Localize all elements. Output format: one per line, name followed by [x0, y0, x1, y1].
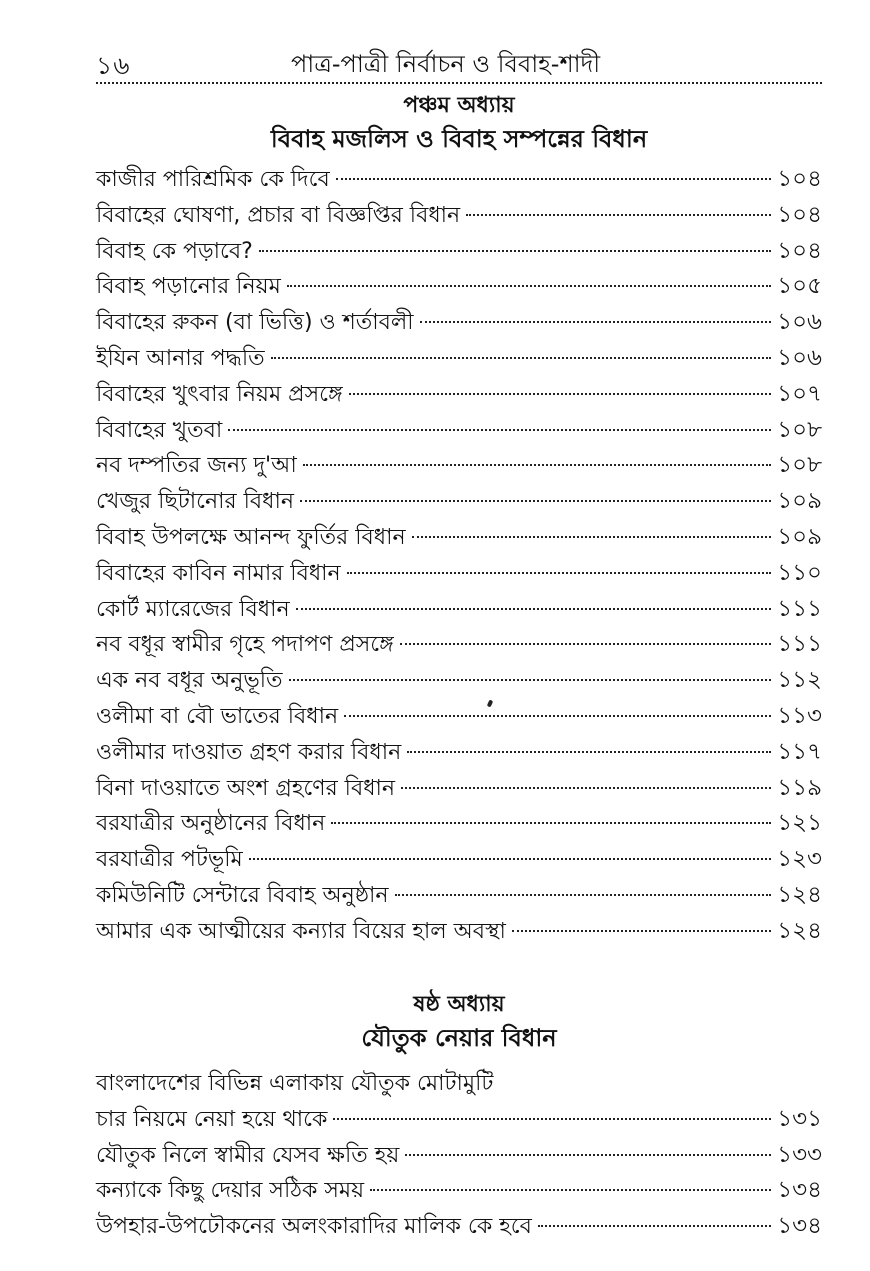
- dot-leader: [512, 930, 771, 932]
- entry-title: কোর্ট ম্যারেজের বিধান: [96, 596, 290, 622]
- entry-page: ১০৫: [777, 273, 822, 300]
- entry-page: ১০৪: [777, 201, 822, 228]
- entry-page: ১১০: [777, 559, 822, 586]
- dot-leader: [259, 250, 771, 252]
- toc-entry: [96, 198, 822, 234]
- dot-leader: [370, 1189, 771, 1191]
- entry-page: ১৩৩: [777, 1141, 822, 1168]
- toc-entry: [96, 1173, 822, 1209]
- entry-page: ১০৮: [777, 452, 822, 479]
- toc-entry: [96, 162, 822, 198]
- entry-page: ১০৭: [777, 380, 822, 407]
- entry-page: ১৩৪: [777, 1213, 822, 1240]
- toc-entry: [96, 1209, 822, 1245]
- toc-entry: [96, 627, 822, 663]
- entry-title: বিবাহ কে পড়াবে?: [96, 238, 253, 264]
- toc-entry: [96, 1138, 822, 1174]
- toc-entry: [96, 556, 822, 592]
- entry-page: ১২১: [777, 810, 822, 837]
- entry-page: ১১৭: [777, 738, 822, 765]
- dot-leader: [336, 178, 772, 180]
- entry-title: চার নিয়মে নেয়া হয়ে থাকে: [96, 1106, 328, 1132]
- dot-leader: [296, 608, 772, 610]
- entry-page: ১১২: [777, 667, 822, 694]
- entry-page: ১২৪: [777, 881, 822, 908]
- entry-title: ওলীমার দাওয়াত গ্রহণ করার বিধান: [96, 739, 402, 765]
- entry-page: ১০৬: [777, 344, 822, 371]
- toc-entry: [96, 1066, 822, 1102]
- dot-leader: [249, 858, 771, 860]
- entry-page: ১১১: [777, 631, 822, 658]
- page-number: ১৬: [96, 51, 131, 80]
- entry-title: এক নব বধূর অনুভূতি: [96, 668, 283, 694]
- entry-title: উপহার-উপঢৌকনের অলংকারাদির মালিক কে হবে: [96, 1214, 532, 1240]
- entry-title: নব বধূর স্বামীর গৃহে পদাপণ প্রসঙ্গে: [96, 632, 394, 658]
- dot-leader: [349, 393, 772, 395]
- entry-title: বাংলাদেশের বিভিন্ন এলাকায় যৌতুক মোটামুটি: [96, 1071, 494, 1096]
- chapter-5-title: বিবাহ মজলিস ও বিবাহ সম্পন্নের বিধান: [270, 125, 648, 153]
- entry-page: ১৩১: [777, 1105, 822, 1132]
- dot-leader: [466, 214, 771, 216]
- toc-entry: [96, 842, 822, 878]
- toc-entry: [96, 377, 822, 413]
- dot-leader: [400, 643, 772, 645]
- dot-leader: [405, 1154, 771, 1156]
- entry-title: কমিউনিটি সেন্টারে বিবাহ অনুষ্ঠান: [96, 882, 389, 908]
- entry-page: ১৩৪: [777, 1177, 822, 1204]
- dot-leader: [333, 1118, 771, 1120]
- entry-page: ১২৪: [777, 917, 822, 944]
- toc-entry: [96, 269, 822, 305]
- toc-entry: [96, 484, 822, 520]
- entry-title: কন্যাকে কিছু দেয়ার সঠিক সময়: [96, 1178, 365, 1204]
- entry-title: বিবাহ উপলক্ষে আনন্দ ফুর্তির বিধান: [96, 524, 406, 550]
- chapter-5-contents: [96, 162, 822, 950]
- dot-leader: [344, 715, 771, 717]
- entry-title: বিনা দাওয়াতে অংশ গ্রহণের বিধান: [96, 775, 396, 801]
- entry-title: ইযিন আনার পদ্ধতি: [96, 345, 265, 371]
- dot-leader: [412, 536, 772, 538]
- chapter-6-title: যৌতুক নেয়ার বিধান: [361, 1024, 557, 1052]
- entry-page: ১১১: [777, 595, 822, 622]
- toc-entry: [96, 878, 822, 914]
- entry-page: ১২৩: [777, 846, 822, 873]
- dot-leader: [287, 285, 771, 287]
- entry-title: খেজুর ছিটানোর বিধান: [96, 489, 294, 515]
- dot-leader: [407, 751, 771, 753]
- entry-page: ১১৩: [777, 702, 822, 729]
- dot-leader: [303, 464, 771, 466]
- dot-leader: [538, 1225, 771, 1227]
- entry-title: বিবাহের খুতবা: [96, 417, 223, 443]
- toc-entry: [96, 520, 822, 556]
- entry-title: বরযাত্রীর পটভূমি: [96, 847, 243, 873]
- toc-entry: [96, 592, 822, 628]
- dot-leader: [401, 787, 771, 789]
- toc-entry: [96, 341, 822, 377]
- toc-entry: [96, 699, 822, 735]
- chapter-6-contents: [96, 1066, 822, 1245]
- running-header: [96, 42, 822, 84]
- dot-leader: [228, 429, 771, 431]
- entry-page: ১০৮: [777, 416, 822, 443]
- toc-entry: [96, 771, 822, 807]
- entry-page: ১০৬: [777, 309, 822, 336]
- entry-title: বিবাহের কাবিন নামার বিধান: [96, 560, 341, 586]
- entry-page: ১০৪: [777, 166, 822, 192]
- entry-title: কাজীর পারিশ্রমিক কে দিবে: [96, 167, 330, 192]
- toc-entry: [96, 914, 822, 950]
- dot-leader: [289, 679, 772, 681]
- entry-page: ১১৯: [777, 774, 822, 801]
- entry-page: ১০৯: [777, 488, 822, 515]
- entry-title: বিবাহ পড়ানোর নিয়ম: [96, 274, 281, 300]
- entry-title: নব দম্পতির জন্য দু'আ: [96, 453, 297, 479]
- chapter-6-label: ষষ্ঠ অধ্যায়: [413, 992, 505, 1017]
- entry-title: ওলীমা বা বৌ ভাতের বিধান: [96, 703, 339, 729]
- entry-title: বিবাহের রুকন (বা ভিত্তি) ও শর্তাবলী: [96, 310, 414, 336]
- entry-title: বিবাহের খুৎবার নিয়ম প্রসঙ্গে: [96, 381, 343, 407]
- book-title: পাত্র-পাত্রী নির্বাচন ও বিবাহ-শাদী: [291, 50, 601, 78]
- chapter-6-heading: [96, 990, 822, 1056]
- toc-entry: [96, 663, 822, 699]
- toc-entry: [96, 1102, 822, 1138]
- dot-leader: [420, 321, 772, 323]
- entry-page: ১০৯: [777, 523, 822, 550]
- toc-entry: [96, 448, 822, 484]
- toc-entry: [96, 305, 822, 341]
- toc-entry: [96, 735, 822, 771]
- chapter-5-label: পঞ্চম অধ্যায়: [403, 93, 515, 118]
- chapter-5-heading: [96, 91, 822, 157]
- entry-page: ১০৪: [777, 237, 822, 264]
- dot-leader: [331, 822, 771, 824]
- entry-title: আমার এক আত্মীয়ের কন্যার বিয়ের হাল অবস্থা: [96, 918, 506, 944]
- toc-entry: [96, 806, 822, 842]
- toc-entry: [96, 234, 822, 270]
- dot-leader: [300, 500, 771, 502]
- dot-leader: [271, 357, 771, 359]
- entry-title: যৌতুক নিলে স্বামীর যেসব ক্ষতি হয়: [96, 1142, 400, 1168]
- entry-title: বিবাহের ঘোষণা, প্রচার বা বিজ্ঞপ্তির বিধান: [96, 202, 461, 228]
- dot-leader: [347, 572, 772, 574]
- toc-entry: [96, 413, 822, 449]
- entry-title: বরযাত্রীর অনুষ্ঠানের বিধান: [96, 811, 326, 837]
- dot-leader: [395, 894, 772, 896]
